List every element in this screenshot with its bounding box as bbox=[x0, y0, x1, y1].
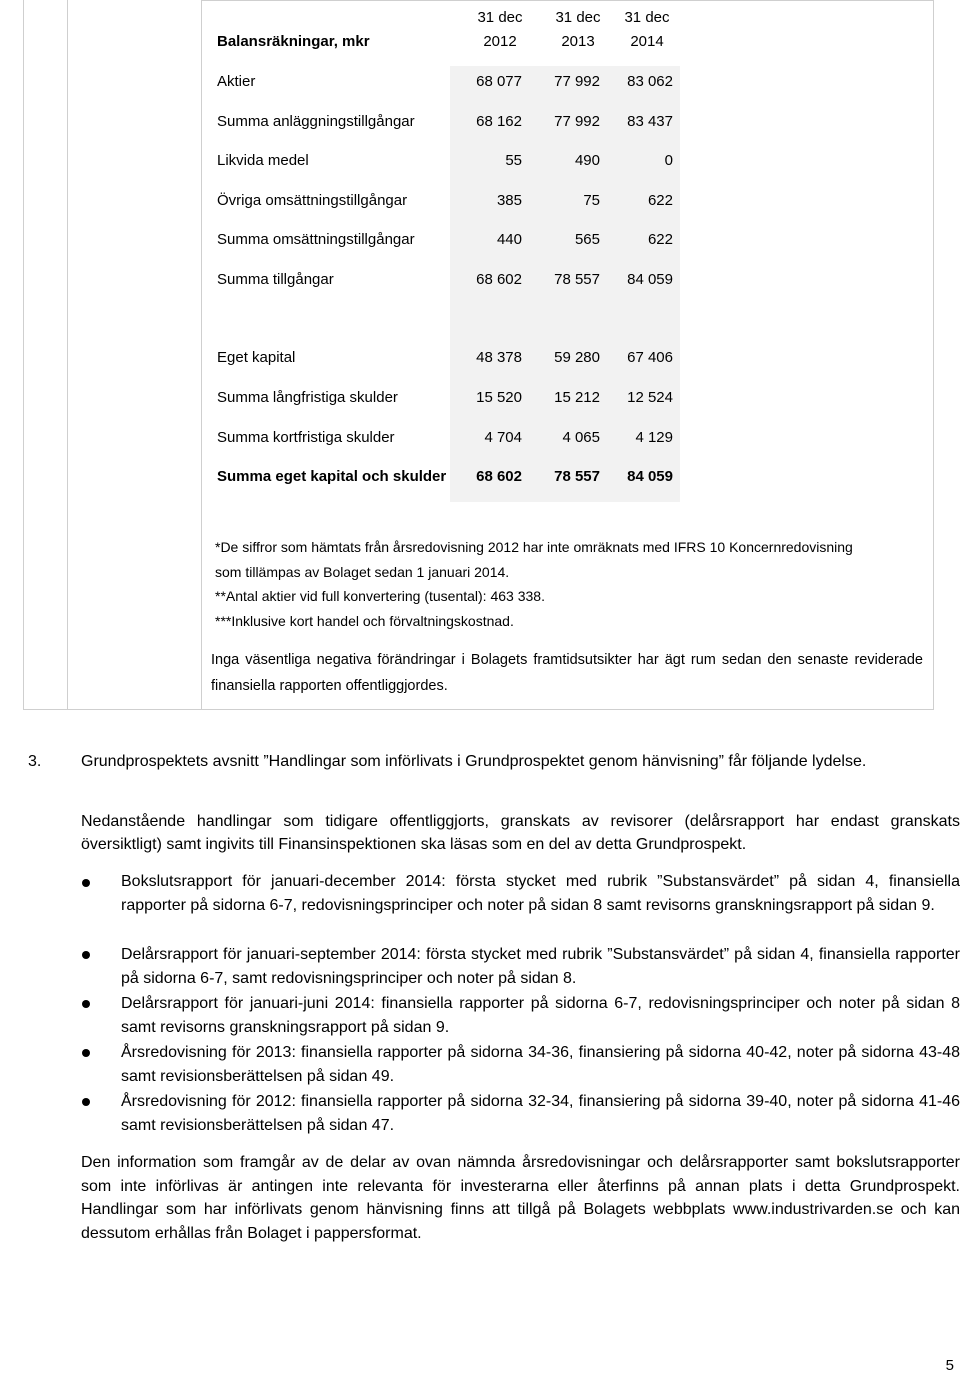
frame-line-bottom bbox=[23, 709, 934, 710]
bullet-icon bbox=[82, 1000, 90, 1008]
row-label: Aktier bbox=[217, 73, 256, 90]
row-label: Summa långfristiga skulder bbox=[217, 389, 398, 406]
frame-line-top bbox=[201, 0, 934, 1]
row-value-2013: 59 280 bbox=[554, 349, 600, 366]
footnote-1-cont: som tillämpas av Bolaget sedan 1 januari 2014. bbox=[215, 564, 510, 580]
footnote-3: ***Inklusive kort handel och förvaltningskostnad. bbox=[215, 613, 514, 629]
row-value-2012: 68 602 bbox=[476, 271, 522, 288]
col-header-2012-line2: 2012 bbox=[483, 33, 517, 50]
row-value-2012: 55 bbox=[505, 152, 522, 169]
col-header-2013-line1: 31 dec bbox=[555, 9, 601, 26]
frame-line-left-outer bbox=[23, 0, 24, 710]
row-value-2014: 83 062 bbox=[627, 73, 673, 90]
frame-line-content-left bbox=[201, 0, 202, 710]
list-item-text: Årsredovisning för 2013: finansiella rapporter på sidorna 34-36, finansiering på sidorna 40-42, noter på sidorna 43-48 samt revisionsberättelsen på sidan 49. bbox=[121, 1044, 960, 1085]
section-heading: Grundprospektets avsnitt ”Handlingar som införlivats i Grundprospektet genom hänvisning” får följande lydelse. bbox=[81, 753, 867, 770]
col-header-2012-line1: 31 dec bbox=[477, 9, 523, 26]
row-value-2014: 84 059 bbox=[627, 271, 673, 288]
row-value-2012: 4 704 bbox=[484, 429, 522, 446]
row-value-2012: 15 520 bbox=[476, 389, 522, 406]
frame-line-left-inner bbox=[67, 0, 68, 710]
row-value-2014: 12 524 bbox=[627, 389, 673, 406]
row-value-2013: 77 992 bbox=[554, 73, 600, 90]
section-number: 3. bbox=[28, 753, 42, 770]
row-value-2012: 385 bbox=[496, 192, 522, 209]
row-value-2013: 78 557 bbox=[554, 271, 600, 288]
page-number: 5 bbox=[945, 1357, 954, 1374]
row-value-2013: 75 bbox=[583, 192, 600, 209]
list-item-text: Delårsrapport för januari-juni 2014: finansiella rapporter på sidorna 6-7, redovisningsprinciper och noter på sidan 8 samt revisorns granskningsrapport på sidan 9. bbox=[121, 995, 960, 1036]
row-label: Övriga omsättningstillgångar bbox=[217, 192, 408, 209]
row-value-2014: 84 059 bbox=[627, 468, 673, 485]
row-label: Summa tillgångar bbox=[217, 271, 334, 288]
row-value-2013: 490 bbox=[574, 152, 600, 169]
row-value-2012: 440 bbox=[496, 231, 522, 248]
footnote-1: *De siffror som hämtats från årsredovisning 2012 har inte omräknats med IFRS 10 Koncernredovisning bbox=[215, 539, 853, 555]
row-value-2014: 622 bbox=[647, 192, 673, 209]
section-closing: Den information som framgår av de delar av ovan nämnda årsredovisningar och delårsrapporter samt bokslutsrapporter som inte införlivas är antingen inte relevanta för investerarna eller återfinns på annan plats i detta Grundprospekt. Handlingar som har införlivats genom hänvisning finns att tillgå på Bolagets webbplats www.industrivarden.se och kan dessutom erhållas från Bolaget i pappersformat. bbox=[81, 1154, 960, 1242]
row-label: Likvida medel bbox=[217, 152, 309, 169]
frame-line-right bbox=[933, 0, 934, 710]
list-item-text: Bokslutsrapport för januari-december 2014: första stycket med rubrik ”Substansvärdet” på sidan 4, finansiella rapporter på sidorna 6-7, redovisningsprinciper och noter på sidan 8 samt revisorns granskningsrapport på sidan 9. bbox=[121, 873, 960, 914]
row-value-2012: 68 162 bbox=[476, 113, 522, 130]
col-header-2014-line1: 31 dec bbox=[624, 9, 670, 26]
list-item-text: Delårsrapport för januari-september 2014: första stycket med rubrik ”Substansvärdet” på sidan 4, finansiella rapporter på sidorna 6-7, samt redovisningsprinciper och noter på sidan 8. bbox=[121, 946, 960, 987]
bullet-icon bbox=[82, 1098, 90, 1106]
row-value-2013: 565 bbox=[574, 231, 600, 248]
row-value-2012: 48 378 bbox=[476, 349, 522, 366]
section-intro: Nedanstående handlingar som tidigare offentliggjorts, granskats av revisorer (delårsrapport har endast granskats översiktligt) samt ingivits till Finansinspektionen ska läsas som en del av detta Grundprospekt. bbox=[81, 813, 960, 853]
row-value-2013: 78 557 bbox=[554, 468, 600, 485]
row-value-2014: 83 437 bbox=[627, 113, 673, 130]
bullet-icon bbox=[82, 1049, 90, 1057]
row-value-2012: 68 077 bbox=[476, 73, 522, 90]
row-label: Summa omsättningstillgångar bbox=[217, 231, 415, 248]
row-value-2014: 0 bbox=[664, 152, 673, 169]
no-adverse-change-statement: Inga väsentliga negativa förändringar i Bolagets framtidsutsikter har ägt rum sedan den senaste reviderade finansiella rapporten offentliggjordes. bbox=[211, 652, 923, 694]
row-value-2013: 4 065 bbox=[562, 429, 600, 446]
bullet-icon bbox=[82, 879, 90, 887]
row-value-2013: 15 212 bbox=[554, 389, 600, 406]
row-value-2014: 4 129 bbox=[635, 429, 673, 446]
row-value-2012: 68 602 bbox=[476, 468, 522, 485]
row-value-2014: 622 bbox=[647, 231, 673, 248]
row-value-2013: 77 992 bbox=[554, 113, 600, 130]
bullet-icon bbox=[82, 951, 90, 959]
row-value-2014: 67 406 bbox=[627, 349, 673, 366]
table-title: Balansräkningar, mkr bbox=[217, 33, 370, 50]
col-header-2013-line2: 2013 bbox=[561, 33, 595, 50]
footnote-2: **Antal aktier vid full konvertering (tusental): 463 338. bbox=[215, 588, 545, 604]
row-label: Summa eget kapital och skulder bbox=[217, 468, 447, 485]
col-header-2014-line2: 2014 bbox=[630, 33, 664, 50]
row-label: Summa kortfristiga skulder bbox=[217, 429, 395, 446]
list-item-text: Årsredovisning för 2012: finansiella rapporter på sidorna 32-34, finansiering på sidorna 39-40, noter på sidorna 41-46 samt revisionsberättelsen på sidan 47. bbox=[121, 1093, 960, 1134]
row-label: Summa anläggningstillgångar bbox=[217, 113, 415, 130]
row-label: Eget kapital bbox=[217, 349, 296, 366]
